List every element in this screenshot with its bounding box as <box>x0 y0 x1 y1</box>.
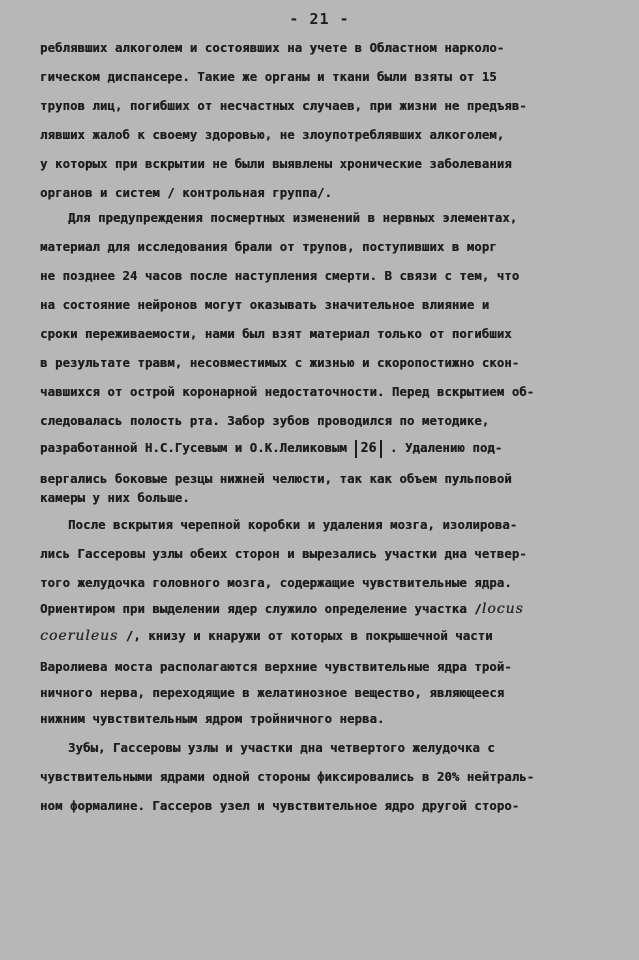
text-line: После вскрытия черепной коробки и удаления мозга, изолирова- <box>68 518 518 532</box>
text-line <box>40 440 502 458</box>
text-segment: . Удалению под- <box>389 441 503 455</box>
text-line: ном формалине. Гассеров узел и чувствительное ядро другой сторо- <box>40 799 520 813</box>
text-line: на состояние нейронов могут оказывать значительное влияние и <box>40 298 490 312</box>
text-line: у которых при вскрытии не были выявлены хронические заболевания <box>40 157 512 171</box>
text-line: чувствительными ядрами одной стороны фиксировались в 20% нейтраль- <box>40 770 535 784</box>
text-line: в результате травм, несовместимых с жизнью и скоропостижно скон- <box>40 356 520 370</box>
text-line: следовалась полость рта. Забор зубов проводился по методике, <box>40 414 490 428</box>
text-line: Зубы, Гассеровы узлы и участки дна четвертого желудочка с <box>68 741 495 755</box>
handwritten-insertion: coeruleus <box>40 628 119 644</box>
text-segment: Ориентиром при выделении ядер служило определение участка / <box>40 602 482 616</box>
text-line: лявших жалоб к своему здоровью, не злоупотреблявших алкоголем, <box>40 128 505 142</box>
text-line: ничного нерва, переходящие в желатинозное вещество, являющееся <box>40 686 505 700</box>
text-line: чавшихся от острой коронарной недостаточности. Перед вскрытием об- <box>40 385 535 399</box>
text-line: камеры у них больше. <box>40 491 190 505</box>
text-line: реблявших алкоголем и состоявших на учете в Областном нарколо- <box>40 41 505 55</box>
text-line: материал для исследования брали от трупов, поступивших в морг <box>40 240 497 254</box>
text-line: не позднее 24 часов после наступления смерти. В связи с тем, что <box>40 269 520 283</box>
text-segment: /, книзу и кнаружи от которых в покрышечной части <box>125 629 493 643</box>
text-line: Варолиева моста располагаются верхние чувствительные ядра трой- <box>40 660 512 674</box>
text-line: того желудочка головного мозга, содержащие чувствительные ядра. <box>40 576 512 590</box>
text-line: вергались боковые резцы нижней челюсти, так как объем пульповой <box>40 472 512 486</box>
page-number: - 21 - <box>289 10 350 28</box>
citation-reference: 26 <box>355 440 383 458</box>
text-line <box>40 628 493 644</box>
text-line: лись Гассеровы узлы обеих сторон и вырезались участки дна четвер- <box>40 547 527 561</box>
text-line: нижним чувствительным ядром тройничного нерва. <box>40 712 385 726</box>
handwritten-insertion: locus <box>481 601 524 617</box>
text-line <box>40 601 524 617</box>
text-line: органов и систем / контрольная группа/. <box>40 186 333 200</box>
text-line: трупов лиц, погибших от несчастных случаев, при жизни не предъяв- <box>40 99 527 113</box>
text-line: сроки переживаемости, нами был взят материал только от погибших <box>40 327 512 341</box>
text-line: Для предупреждения посмертных изменений в нервных элементах, <box>68 211 518 225</box>
text-line: гическом диспансере. Такие же органы и ткани были взяты от 15 <box>40 70 497 84</box>
text-segment: разработанной Н.С.Гусевым и О.К.Леликовым <box>40 441 347 455</box>
